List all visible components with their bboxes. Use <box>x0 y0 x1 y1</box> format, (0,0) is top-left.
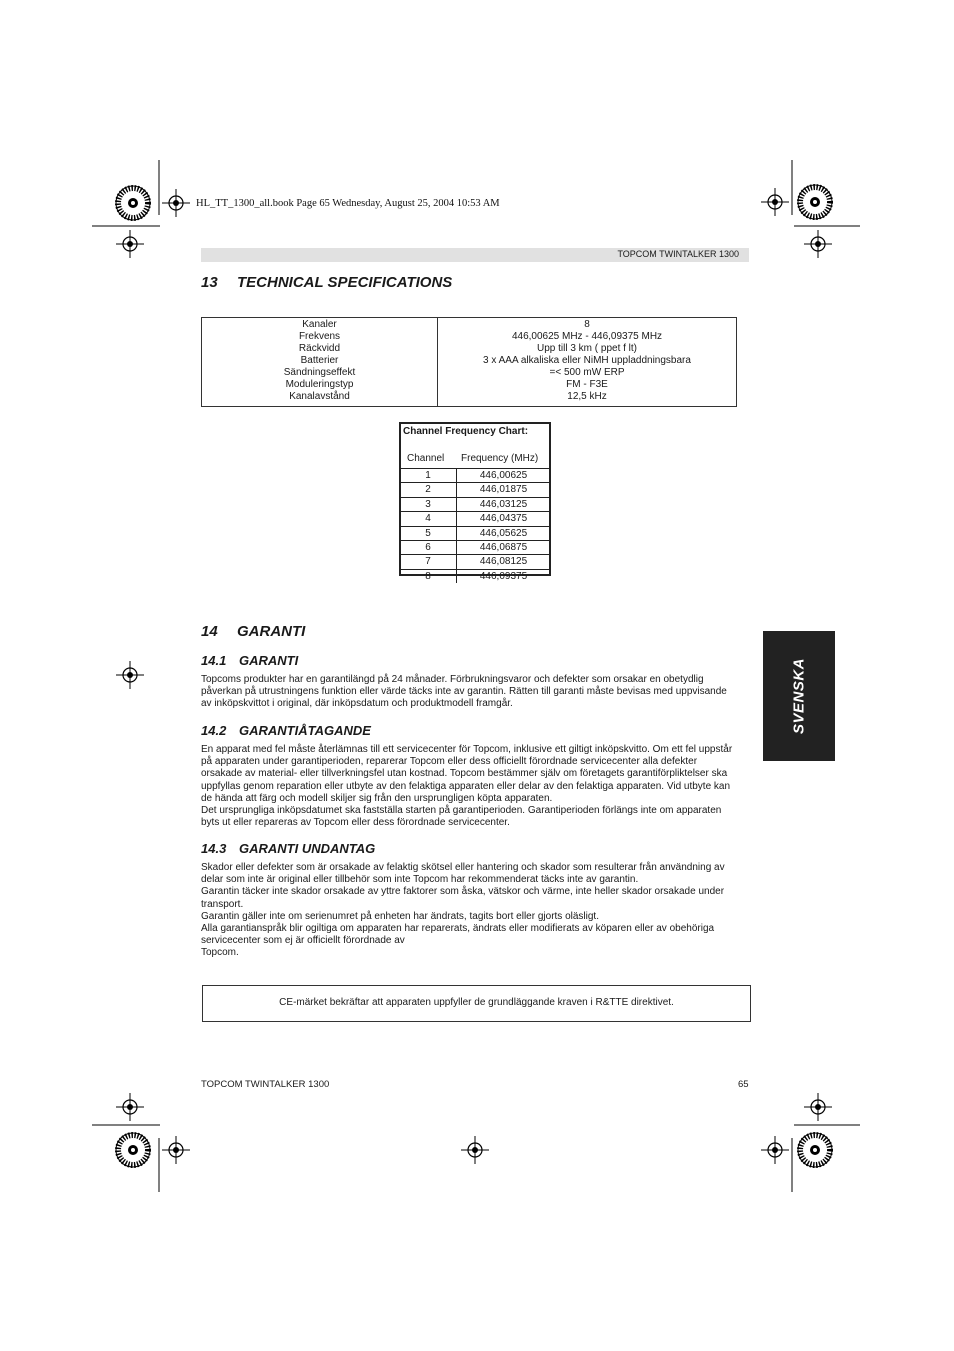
chart-title: Channel Frequency Chart: <box>403 426 529 437</box>
section-14-heading <box>201 623 305 640</box>
spec-value: 3 x AAA alkaliska eller NiMH uppladdningsbara <box>483 355 691 366</box>
language-tab <box>763 631 835 761</box>
table-row: 3 446,03125 <box>401 498 549 512</box>
language-tab-label: SVENSKA <box>790 657 808 735</box>
section-title: TECHNICAL SPECIFICATIONS <box>237 274 453 291</box>
spec-value: =< 500 mW ERP <box>549 367 625 378</box>
spec-label: Moduleringstyp <box>285 379 354 390</box>
spec-label: Kanaler <box>302 319 337 330</box>
section-number: 14 <box>201 623 218 640</box>
spec-value: FM - F3E <box>566 379 608 390</box>
column-header-frequency: Frequency (MHz) <box>461 453 539 464</box>
section-13-heading <box>201 274 452 291</box>
section-title: GARANTI <box>237 623 306 640</box>
channel-frequency-chart <box>399 422 551 582</box>
subsection-14-3-heading: 14.3 GARANTI UNDANTAG <box>201 841 376 856</box>
spec-labels <box>202 319 437 403</box>
spec-label: Batterier <box>300 355 339 366</box>
spec-label: Frekvens <box>298 331 341 342</box>
page-header <box>201 248 749 262</box>
spec-value: Upp till 3 km ( ppet f lt) <box>536 343 638 354</box>
print-info: HL_TT_1300_all.book Page 65 Wednesday, August 25, 2004 10:53 AM <box>196 198 500 209</box>
table-row: 5 446,05625 <box>401 527 549 541</box>
table-row: 6 446,06875 <box>401 541 549 555</box>
warranty-commitment-paragraph: En apparat med fel måste återlämnas till ett servicecenter för Topcom, inklusive ett giltigt inköpskvitto. Om ett fel uppstår på apparaten under garantiperioden, reparerar Topcom eller dess officiellt förordnade servicecenter alla defekter orsakade av material- eller tillverkningsfel utan kostnad. Topcom bestämmer själv om företagets garantiförpliktelser ska uppfyllas genom reparation eller utbyte av den felaktiga apparaten eller delar av den felaktiga apparaten. Vid utbyte kan de hända att färg och modell skiljer sig från den ursprungligen köpta apparaten. Det ursprungliga inköpsdatumet ska fastställa starten på garantiperioden. Garantiperioden förlängs inte om apparaten byts ut eller repareras av Topcom eller dess förordnade servicecenter. <box>201 744 733 829</box>
column-header-channel: Channel <box>407 453 445 464</box>
spec-label: Sändningseffekt <box>283 367 356 378</box>
table-row: 1 446,00625 <box>401 469 549 483</box>
footer-title: TOPCOM TWINTALKER 1300 <box>201 1079 330 1090</box>
spec-value: 12,5 kHz <box>567 391 607 402</box>
spec-value: 446,00625 MHz - 446,09375 MHz <box>511 331 663 342</box>
header-title: TOPCOM TWINTALKER 1300 <box>617 249 739 259</box>
ce-note-box: CE-märket bekräftar att apparaten uppfyller de grundläggande kraven i R&TTE direktivet. <box>202 985 751 1022</box>
table-row: 8 446,09375 <box>401 570 549 583</box>
subsection-14-1-heading: 14.1 GARANTI <box>201 653 299 668</box>
spec-label: Kanalavstånd <box>289 391 350 402</box>
spec-value: 8 <box>584 319 590 330</box>
warranty-exclusions-paragraph: Skador eller defekter som är orsakade av felaktig skötsel eller hantering och skador som resulterar från användning av delar som inte är original eller tillbehör som inte Topcom har rekommenderat täcks inte av garantin. Garantin täcker inte skador orsakade av yttre faktorer som åska, vätskor och värme, inte heller skador orsakade under transport. Garantin gäller inte om serienumret på enheten har ändrats, tagits bort eller gjorts oläsligt. Alla garantianspråk blir ogiltiga om apparaten har reparerats, ändrats eller modifierats av köparen eller av obehöriga servicecenter som ej är officiellt förordnade av Topcom. <box>201 862 725 959</box>
table-row: 4 446,04375 <box>401 512 549 526</box>
spec-values <box>438 319 736 403</box>
section-number: 13 <box>201 274 218 291</box>
warranty-paragraph: Topcoms produkter har en garantilängd på 24 månader. Förbrukningsvaror och defekter som orsakar en obetydlig påverkan på utrustningens funktion eller värde täcks inte av garantin. Rätten till garanti måste bevisas med uppvisande av inköpskvittot i original, där inköpsdatum och produktmodell framgår. <box>201 674 727 710</box>
table-row: 7 446,08125 <box>401 555 549 569</box>
subsection-14-2-heading: 14.2 GARANTIÅTAGANDE <box>201 723 371 738</box>
spec-label: Räckvidd <box>298 343 341 354</box>
table-row: 2 446,01875 <box>401 483 549 497</box>
page-number: 65 <box>738 1079 749 1090</box>
specifications-table <box>201 317 737 407</box>
